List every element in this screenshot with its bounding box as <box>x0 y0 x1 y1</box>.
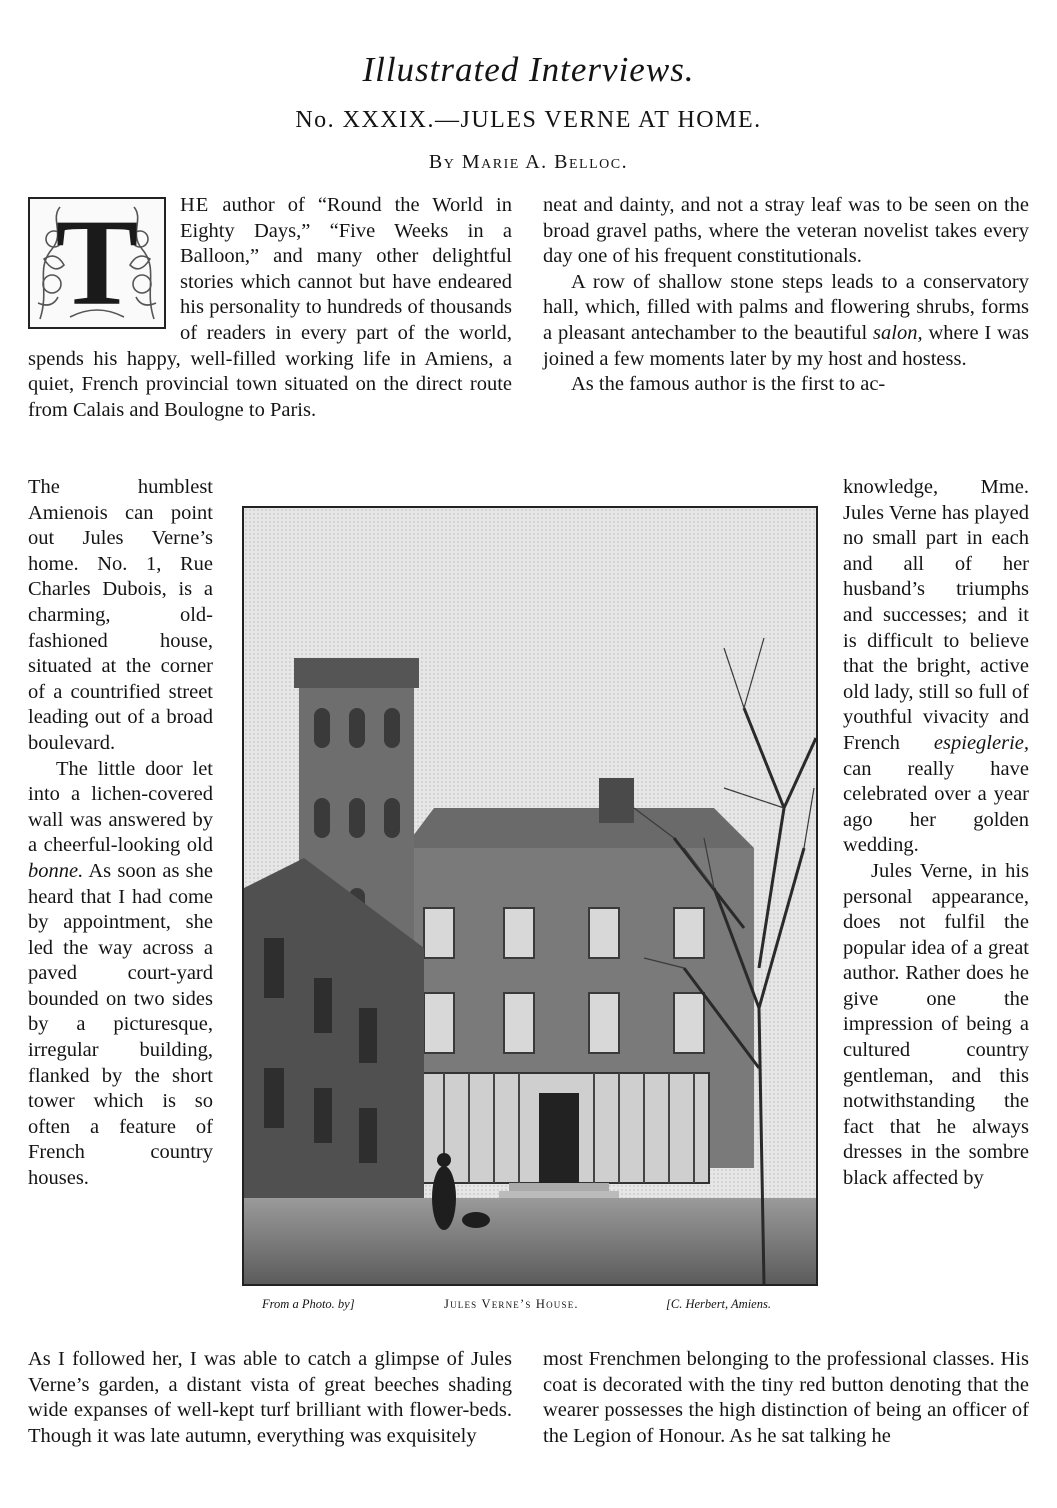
paragraph-appearance <box>843 859 1029 1192</box>
paragraph-coat-text: most Frenchmen belonging to the professional classes. His coat is decorated with the tiny red button denoting that the wearer possesses the high distinction of being an officer of the Legion of Honour. As he sat talking he <box>543 1348 1029 1447</box>
paragraph-home-text: The humblest Amienois can point out Jules Verne’s home. No. 1, Rue Charles Dubois, is a charming, old-fashioned house, situated at the corner of a countrified street leading out of a broad boulevard. <box>28 476 213 754</box>
house-illustration-icon <box>244 508 816 1284</box>
paragraph-door <box>28 757 213 1192</box>
paragraph-appearance-text: Jules Verne, in his personal appearance, does not fulfil the popular idea of a great author. Rather does he give one the impression of being a cultured country gentleman, and this notwithstanding the fact that he always dresses in the sombre black affected by <box>843 859 1029 1190</box>
byline: By Marie A. Belloc. <box>428 151 629 173</box>
paragraph-door-text-b: As soon as she heard that I had come by appointment, she led the way across a paved court-yard bounded on two sides by a picturesque, irregular building, flanked by the short tower which is so often a feature of French country houses. <box>28 859 213 1190</box>
paragraph-steps-emphasis: salon, <box>873 321 923 344</box>
paragraph-steps-text-a: A row of shallow stone steps leads to a conservatory hall, which, filled with palms and flowering shrubs, forms a pleasant antechamber to the beautiful <box>543 270 1029 344</box>
paragraph-coat <box>543 1347 1029 1449</box>
photo-credit: From a Photo. by] <box>262 1297 355 1311</box>
paragraph-garden-text: As I followed her, I was able to catch a glimpse of Jules Verne’s garden, a distant vista of great beeches shading wide expanses of well-kept turf brilliant with flower-beds. Though it was late autumn, everything was exquisitely <box>28 1348 512 1447</box>
paragraph-famous-text: As the famous author is the first to ac- <box>571 373 886 396</box>
paragraph-paths <box>543 193 1029 270</box>
paragraph-mme-emphasis: espieglerie, <box>933 731 1029 754</box>
paragraph-steps-text-b: where I was joined a few moments later by my host and hostess. <box>543 321 1030 370</box>
paragraph-intro-text: author of “Round the World in Eighty Days,” “Five Weeks in a Balloon,” and many other delightful stories which cannot but have endeared his personality to hundreds of thousands of readers in every part of the world, spends his happy, well-filled working life in Amiens, a quiet, French provincial town situated on the direct route from Calais and Boulogne to Paris. <box>28 194 512 421</box>
column-bottom-right <box>543 1347 1029 1449</box>
paragraph-famous <box>543 372 1029 398</box>
paragraph-door-emphasis: bonne. <box>28 859 84 882</box>
paragraph-mme-text-a: knowledge, Mme. Jules Verne has played no small part in each and all of her husband’s triumphs and successes; and it is difficult to believe that the bright, active old lady, still so full of youthful vivacity and French <box>843 476 1029 754</box>
paragraph-home <box>28 475 213 757</box>
series-title: Illustrated Interviews. <box>362 50 695 89</box>
paragraph-garden <box>28 1347 512 1449</box>
article-title: No. XXXIX.—JULES VERNE AT HOME. <box>295 107 762 133</box>
paragraph-mme-text-b: can really have celebrated over a year ago her golden wedding. <box>843 757 1029 857</box>
paragraph-door-text-a: The little door let into a lichen-covered wall was answered by a cheerful-looking old <box>28 757 213 857</box>
photo-caption: Jules Verne’s House. <box>444 1297 579 1311</box>
photo-photographer: [C. Herbert, Amiens. <box>666 1297 771 1311</box>
dropcap-letter: T <box>55 194 139 331</box>
column-left-narrow <box>28 475 213 1192</box>
column-bottom-left <box>28 1347 512 1449</box>
paragraph-steps <box>543 270 1029 372</box>
paragraph-mme <box>843 475 1029 859</box>
paragraph-paths-text: neat and dainty, and not a stray leaf was to be seen on the broad gravel paths, where the veteran novelist takes every day one of his frequent constitutionals. <box>543 194 1029 268</box>
ornamental-dropcap <box>28 194 166 331</box>
column-right-top <box>543 193 1029 398</box>
house-photograph <box>242 506 818 1286</box>
column-left-top <box>28 193 512 423</box>
first-word-rest: HE <box>180 194 210 216</box>
column-right-narrow <box>843 475 1029 1192</box>
